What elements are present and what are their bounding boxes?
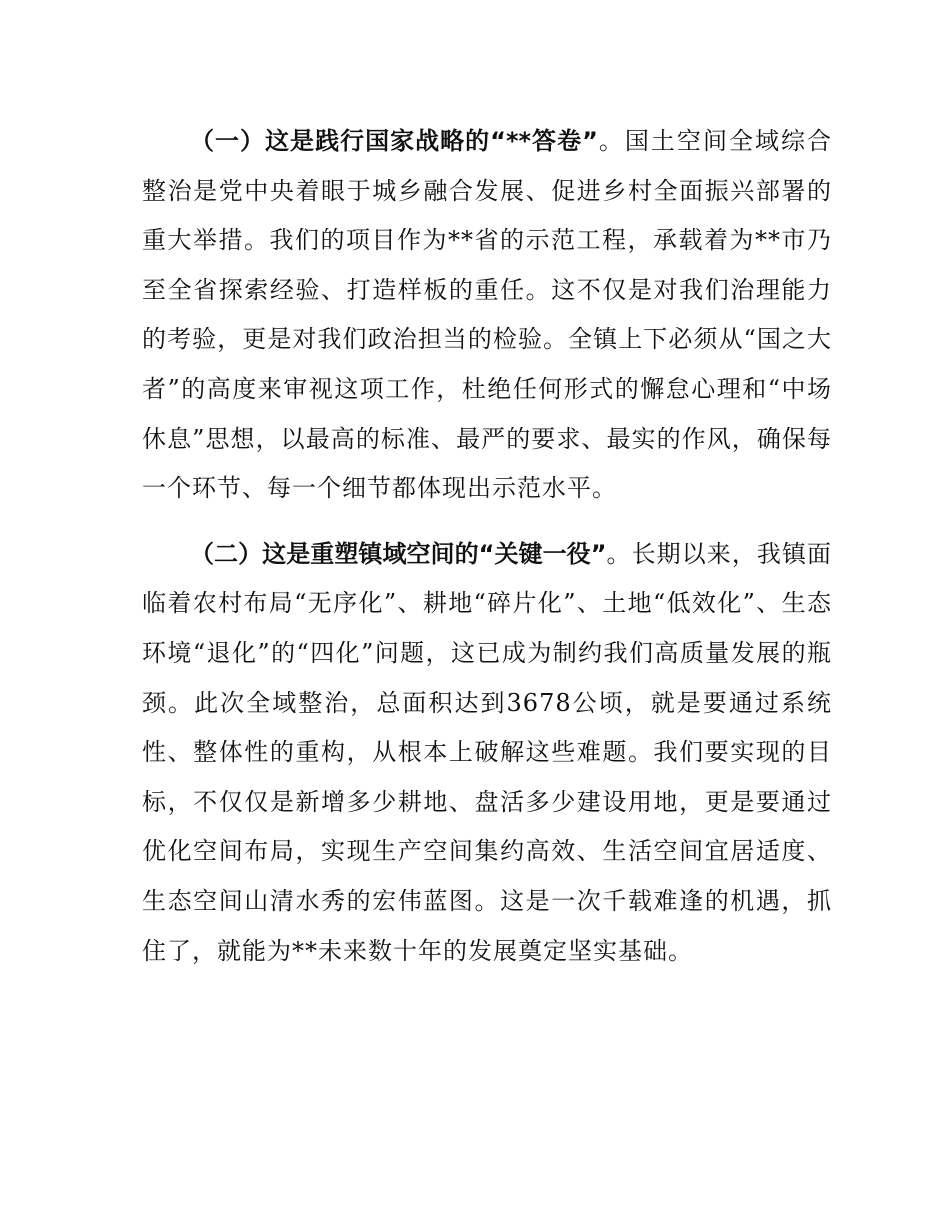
paragraph-2-heading: （二）这是重塑镇域空间的“关键一役” — [190, 539, 607, 568]
paragraph-1-heading: （一）这是践行国家战略的“**答卷” — [190, 127, 598, 155]
paragraph-2-body: 。长期以来，我镇面临着农村布局“无序化”、耕地“碎片化”、土地“低效化”、生态环境“退化”的“四化”问题，这已成为制约我们高质量发展的瓶颈。此次全域整治，总面积达到3678公顷，就是要通过系统性、整体性的重构，从根本上破解这些难题。我们要实现的目标，不仅仅是新增多少耕地、盘活多少建设用地，更是要通过优化空间布局，实现生产空间集约高效、生活空间宜居适度、生态空间山清水秀的宏伟蓝图。这是一次千载难逢的机遇，抓住了，就能为**未来数十年的发展奠定坚实基础。 — [142, 539, 833, 965]
paragraph-2 — [142, 530, 832, 976]
document-body — [142, 117, 832, 976]
paragraph-1-body: 。国土空间全域综合整治是党中央着眼于城乡融合发展、促进乡村全面振兴部署的重大举措。我们的项目作为**省的示范工程，承载着为**市乃至全省探索经验、打造样板的重任。这不仅是对我们治理能力的考验，更是对我们政治担当的检验。全镇上下必须从“国之大者”的高度来审视这项工作，杜绝任何形式的懈怠心理和“中场休息”思想，以最高的标准、最严的要求、最实的作风，确保每一个环节、每一个细节都体现出示范水平。 — [142, 127, 833, 503]
paragraph-1 — [142, 117, 832, 514]
